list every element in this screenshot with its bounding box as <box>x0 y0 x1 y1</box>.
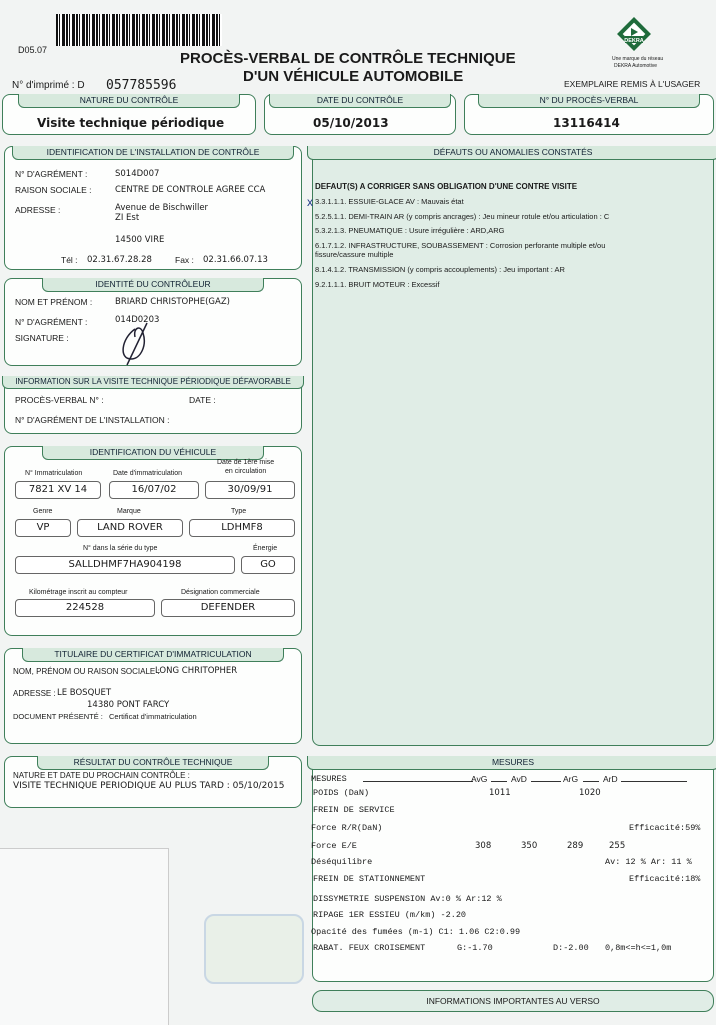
imprime-label: N° d'imprimé : D <box>12 80 85 91</box>
genre-label: Genre <box>33 508 53 515</box>
immat-value: 7821 XV 14 <box>15 481 101 499</box>
vehicule-title: IDENTIFICATION DU VÉHICULE <box>42 446 264 460</box>
document-value: Certificat d'immatriculation <box>109 712 197 721</box>
ee-arg: 289 <box>567 841 584 851</box>
genre-value: VP <box>15 519 71 537</box>
mesures-box <box>312 756 714 982</box>
defavorable-pv-label: PROCÈS-VERBAL N° : <box>15 395 104 405</box>
rule-1 <box>491 781 507 782</box>
col-ard: ArD <box>603 774 618 784</box>
km-value: 224528 <box>15 599 155 617</box>
vehicule-box <box>4 446 302 636</box>
tel-value: 02.31.67.28.28 <box>87 255 152 265</box>
signature-label: SIGNATURE : <box>15 333 69 343</box>
resultat-label: NATURE ET DATE DU PROCHAIN CONTRÔLE : <box>13 771 190 780</box>
installation-title: IDENTIFICATION DE L'INSTALLATION DE CONTRÔLE <box>12 146 294 160</box>
date-immat-value: 16/07/02 <box>109 481 199 499</box>
installation-agrement-value: S014D007 <box>115 169 160 179</box>
defaut-check-mark: x <box>307 195 313 209</box>
fax-value: 02.31.66.07.13 <box>203 255 268 265</box>
defauts-title: DÉFAUTS OU ANOMALIES CONSTATÉS <box>307 146 716 160</box>
defaut-item: 9.2.1.1.1. BRUIT MOTEUR : Excessif <box>315 280 440 289</box>
designation-value: DEFENDER <box>161 599 295 617</box>
marque-value: LAND ROVER <box>77 519 183 537</box>
col-avd: AvD <box>511 774 527 784</box>
serie-label: N° dans la série du type <box>83 545 158 552</box>
exemplaire-label: EXEMPLAIRE REMIS À L'USAGER <box>564 79 701 89</box>
poids-ar: 1020 <box>579 788 601 798</box>
page-title-line1: PROCÈS-VERBAL DE CONTRÔLE TECHNIQUE <box>180 50 516 67</box>
titulaire-nom-label: NOM, PRÉNOM OU RAISON SOCIALE : <box>13 667 160 676</box>
date-circ-label2: en circulation <box>225 468 267 475</box>
defaut-item: 3.3.1.1.1. ESSUIE-GLACE AV : Mauvais état <box>315 197 464 206</box>
fax-label: Fax : <box>175 255 194 265</box>
installation-box <box>4 146 302 270</box>
pv-label: N° DU PROCÈS-VERBAL <box>478 94 700 108</box>
defauts-box <box>307 146 714 746</box>
energie-label: Énergie <box>253 545 278 552</box>
nature-box <box>2 94 256 135</box>
rabat-range: 0,8m<=h<=1,0m <box>605 943 672 953</box>
svg-text:DEKRA: DEKRA <box>624 38 644 44</box>
force-rr-label: Force R/R(DaN) <box>311 823 383 833</box>
installation-agrement-label: N° D'AGRÉMENT : <box>15 169 88 179</box>
marque-label: Marque <box>117 508 141 515</box>
imprime-number: 057785596 <box>106 78 177 93</box>
controleur-title: IDENTITÉ DU CONTRÔLEUR <box>42 278 264 292</box>
defaut-item: fissure/cassure multiple <box>315 250 394 259</box>
barcode <box>56 14 222 46</box>
pv-box <box>464 94 714 135</box>
opacite: Opacité des fumées (m-1) C1: 1.06 C2:0.99 <box>311 927 521 937</box>
defaut-item: 5.3.2.1.3. PNEUMATIQUE : Usure irrégulière : ARD,ARG <box>315 226 505 235</box>
col-avg: AvG <box>471 774 488 784</box>
efficacite-service: Efficacité:59% <box>629 823 701 833</box>
km-label: Kilométrage inscrit au compteur <box>29 589 128 596</box>
titulaire-box <box>4 648 302 744</box>
desequilibre-label: Déséquilibre <box>311 857 373 867</box>
raison-value: CENTRE DE CONTROLE AGREE CCA <box>115 185 266 195</box>
defauts-heading: DEFAUT(S) A CORRIGER SANS OBLIGATION D'UNE CONTRE VISITE <box>315 182 578 191</box>
rule-4 <box>621 781 687 782</box>
controleur-nom-value: BRIARD CHRISTOPHE(GAZ) <box>115 297 230 307</box>
type-label: Type <box>231 508 247 515</box>
defavorable-date-label: DATE : <box>189 395 216 405</box>
rule-3 <box>583 781 599 782</box>
type-value: LDHMF8 <box>189 519 295 537</box>
document-label: DOCUMENT PRÉSENTÉ : <box>13 712 103 721</box>
adresse-line3: 14500 VIRE <box>115 235 165 245</box>
col-arg: ArG <box>563 774 579 784</box>
dekra-logo <box>614 14 654 54</box>
frein-stationnement: FREIN DE STATIONNEMENT <box>313 874 426 884</box>
ee-avd: 350 <box>521 841 538 851</box>
signature-scribble <box>113 319 173 367</box>
dekra-diamond-icon <box>614 14 654 54</box>
date-value: 05/10/2013 <box>313 116 389 130</box>
designation-label: Désignation commerciale <box>181 589 260 596</box>
defavorable-title: INFORMATION SUR LA VISITE TECHNIQUE PÉRIODIQUE DÉFAVORABLE <box>2 376 304 389</box>
dissymetrie: DISSYMETRIE SUSPENSION Av:0 % Ar:12 % <box>313 894 502 904</box>
info-verso-bar <box>312 990 714 1012</box>
poids-av: 1011 <box>489 788 511 798</box>
defaut-item: 6.1.7.1.2. INFRASTRUCTURE, SOUBASSEMENT : Corrosion perforante multiple et/ou <box>315 241 606 250</box>
desequilibre-value: Av: 12 % Ar: 11 % <box>605 857 692 867</box>
rabat-d: D:-2.00 <box>553 943 589 953</box>
force-ee-label: Force E/E <box>311 841 357 851</box>
ee-avg: 308 <box>475 841 492 851</box>
resultat-title: RÉSULTAT DU CONTRÔLE TECHNIQUE <box>37 756 269 770</box>
ee-ard: 255 <box>609 841 626 851</box>
titulaire-adresse-line1: LE BOSQUET <box>57 688 112 698</box>
dekra-sub1: Une marque du réseau <box>612 56 664 62</box>
energie-value: GO <box>241 556 295 574</box>
date-immat-label: Date d'immatriculation <box>113 470 183 477</box>
envelope-window <box>0 848 169 1025</box>
adresse-label: ADRESSE : <box>15 205 61 215</box>
controleur-nom-label: NOM ET PRÉNOM : <box>15 297 93 307</box>
controleur-box <box>4 278 302 366</box>
defavorable-box <box>4 376 302 434</box>
nature-value: Visite technique périodique <box>37 116 225 130</box>
defaut-item: 8.1.4.1.2. TRANSMISSION (y compris accouplements) : Jeu important : AR <box>315 265 565 274</box>
rabat-label: RABAT. FEUX CROISEMENT <box>313 943 426 953</box>
mesures-head-label: MESURES <box>311 774 347 784</box>
form-code: D05.07 <box>18 45 48 55</box>
adresse-line2: ZI Est <box>115 213 140 223</box>
dekra-sub2: DEKRA Automotive <box>614 63 658 69</box>
mesures-head-rule <box>363 781 473 782</box>
raison-label: RAISON SOCIALE : <box>15 185 92 195</box>
serie-value: SALLDHMF7HA904198 <box>15 556 235 574</box>
immat-label: N° Immatriculation <box>25 470 83 477</box>
window-reflection <box>204 914 304 984</box>
page-title-line2: D'UN VÉHICULE AUTOMOBILE <box>243 68 464 85</box>
poids-label: POIDS (DaN) <box>313 788 370 798</box>
controleur-agrement-value: 014D0203 <box>115 315 160 325</box>
efficacite-stationnement: Efficacité:18% <box>629 874 701 884</box>
defaut-item: 5.2.5.1.1. DEMI-TRAIN AR (y compris ancrages) : Jeu mineur rotule et/ou articulation : C <box>315 212 610 221</box>
date-circ-label1: Date de 1ère mise <box>217 459 275 466</box>
pv-value: 13116414 <box>553 116 620 130</box>
controleur-agrement-label: N° D'AGRÉMENT : <box>15 317 88 327</box>
titulaire-title: TITULAIRE DU CERTIFICAT D'IMMATRICULATION <box>22 648 284 662</box>
titulaire-nom-value: LONG CHRITOPHER <box>155 666 238 676</box>
date-circ-value: 30/09/91 <box>205 481 295 499</box>
resultat-value: VISITE TECHNIQUE PERIODIQUE AU PLUS TARD : 05/10/2015 <box>13 781 285 791</box>
titulaire-adresse-line2: 14380 PONT FARCY <box>87 700 170 710</box>
frein-service: FREIN DE SERVICE <box>313 805 395 815</box>
date-label: DATE DU CONTRÔLE <box>269 94 451 108</box>
date-box <box>264 94 456 135</box>
info-verso-label: INFORMATIONS IMPORTANTES AU VERSO <box>426 996 600 1006</box>
resultat-box <box>4 756 302 808</box>
mesures-title: MESURES <box>307 756 716 770</box>
ripage: RIPAGE 1ER ESSIEU (m/km) -2.20 <box>313 910 467 920</box>
nature-label: NATURE DU CONTRÔLE <box>18 94 240 108</box>
tel-label: Tél : <box>61 255 78 265</box>
rule-2 <box>531 781 561 782</box>
titulaire-adresse-label: ADRESSE : <box>13 689 56 698</box>
rabat-g: G:-1.70 <box>457 943 493 953</box>
defavorable-agrement-label: N° D'AGRÉMENT DE L'INSTALLATION : <box>15 415 170 425</box>
adresse-line1: Avenue de Bischwiller <box>115 203 209 213</box>
